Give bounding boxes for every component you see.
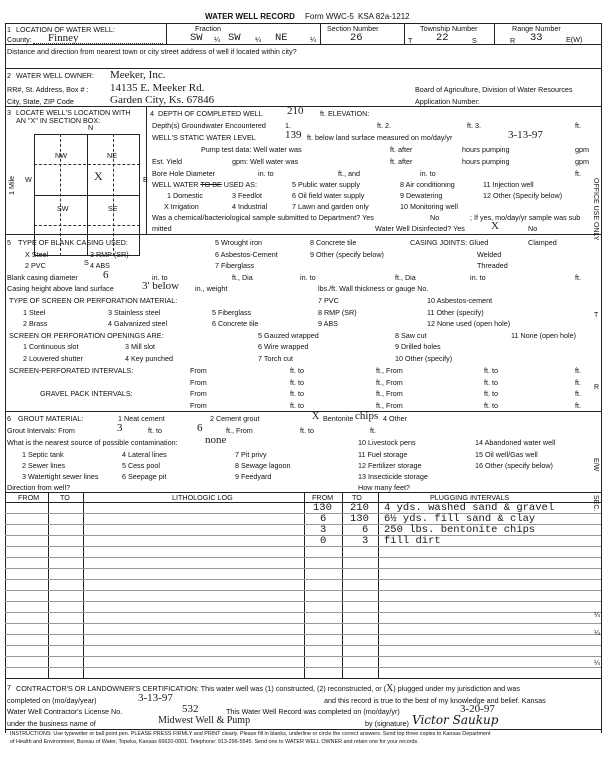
contamination-value: none <box>205 434 227 446</box>
plug-row-4-desc: fill dirt <box>384 535 441 547</box>
log-row-line <box>5 568 601 569</box>
signature: Victor Saukup <box>412 713 499 727</box>
depth-value: 210 <box>287 105 304 117</box>
completion-date: 3-13-97 <box>138 692 173 704</box>
record-date: 3-20-97 <box>460 703 495 715</box>
county-value: Finney <box>48 32 79 44</box>
section-2-number: 2 <box>7 71 11 80</box>
use-irrigation-checked: X Irrigation <box>164 202 199 211</box>
section-box-title-2: AN "X" IN SECTION BOX: <box>16 116 101 125</box>
bore-hole-label: Bore Hole Diameter <box>152 169 216 178</box>
log-row-line <box>5 557 601 558</box>
log-row-line <box>5 590 601 591</box>
business-name: Midwest Well & Pump <box>158 715 251 726</box>
grout-to-value: 6 <box>197 422 203 434</box>
township-label: Township Number <box>420 24 478 33</box>
use-label: WELL WATER TO BE USED AS: <box>152 180 257 189</box>
instructions-line-2: of Health and Environment, Bureau of Water, Topeka, Kansas 66620-0001. Telephone: 913-296-5545. Send one to WATER WELL OWNER and retain one for your records. <box>10 739 419 745</box>
county-label: County: <box>7 35 32 44</box>
owner-city: Garden City, Ks. 67846 <box>110 94 215 106</box>
sample-question: Was a chemical/bacteriological sample submitted to Department? Yes <box>152 213 374 222</box>
ksa-number: KSA 82a-1212 <box>358 12 410 21</box>
fraction-2: SW <box>228 32 241 44</box>
distance-label: Distance and direction from nearest town or city street address of well if located within city? <box>7 47 297 56</box>
log-row-line <box>5 656 601 657</box>
log-row-line <box>5 623 601 624</box>
plug-row-4-to: 3 <box>362 535 369 547</box>
grout-bentonite-chips: chips <box>355 410 379 422</box>
disinfected-yes-mark: X <box>491 220 499 232</box>
township-value: 22 <box>436 32 449 44</box>
grout-bentonite-mark: X <box>312 411 320 422</box>
screen-title: TYPE OF SCREEN OR PERFORATION MATERIAL: <box>9 296 178 305</box>
range-value: 33 <box>530 32 543 44</box>
plug-row-3-from: 3 <box>320 524 327 536</box>
static-level-value: 139 <box>285 129 302 141</box>
form-number: Form WWC-5 <box>305 12 354 21</box>
grout-intervals-label: Grout Intervals: From <box>7 426 75 435</box>
fraction-3: NE <box>275 32 288 44</box>
gravel-pack-label: GRAVEL PACK INTERVALS: <box>40 389 133 398</box>
log-row-line <box>5 601 601 602</box>
pump-test-label: Pump test data: Well water was <box>201 145 302 154</box>
grout-label: GROUT MATERIAL: <box>18 414 84 423</box>
groundwater-label: Depth(s) Groundwater Encountered <box>152 121 266 130</box>
plug-row-2-from: 6 <box>320 513 327 525</box>
static-level-label: WELL'S STATIC WATER LEVEL <box>152 133 256 142</box>
log-row-line <box>5 546 601 547</box>
log-row-line <box>5 612 601 613</box>
log-row-line <box>5 634 601 635</box>
location-title: LOCATION OF WATER WELL: <box>16 25 115 34</box>
mile-label: 1 Mile <box>7 175 16 195</box>
casing-diameter-label: Blank casing diameter <box>7 273 78 282</box>
lithologic-log-header: LITHOLOGIC LOG <box>172 493 233 502</box>
casing-height-value: 3' below <box>142 280 180 292</box>
casing-diameter-value: 6 <box>103 269 109 281</box>
log-row-line <box>5 579 601 580</box>
casing-height-label: Casing height above land surface <box>7 284 114 293</box>
plug-row-4-from: 0 <box>320 535 327 547</box>
range-label: Range Number <box>512 24 561 33</box>
section-4-number: 4 <box>150 109 154 118</box>
office-use-only: OFFICE USE ONLY <box>592 178 599 241</box>
section-5-number: 5 <box>7 238 11 247</box>
license-number: 532 <box>182 703 199 715</box>
openings-title: SCREEN OR PERFORATION OPENINGS ARE: <box>9 331 164 340</box>
board-label: Board of Agriculture, Division of Water Resources <box>415 85 573 94</box>
plug-row-3-desc: 250 lbs. bentonite chips <box>384 524 536 536</box>
plug-row-1-desc: 4 yds. washed sand & gravel <box>384 502 555 514</box>
well-location-mark: X <box>94 169 103 183</box>
section-7-number: 7 <box>7 683 11 692</box>
instructions-line-1: INSTRUCTIONS: Use typewriter or ball point pen. PLEASE PRESS FIRMLY and PRINT clearly. Please fill in blanks, underline or circle the correct answers. Send top three copies to Kansas Department <box>10 731 491 737</box>
plugging-intervals-header: PLUGGING INTERVALS <box>430 493 510 502</box>
log-row-line <box>5 667 601 668</box>
perforated-intervals-label: SCREEN-PERFORATED INTERVALS: <box>9 366 134 375</box>
plug-row-1-to: 210 <box>350 502 369 514</box>
section-number-label: Section Number <box>327 24 379 33</box>
contamination-label: What is the nearest source of possible contamination: <box>7 438 178 447</box>
how-many-feet-label: How many feet? <box>358 483 410 492</box>
log-row-line <box>5 645 601 646</box>
range-direction: E(W) <box>566 35 583 44</box>
address-label: RR#, St. Address, Box # : <box>7 85 89 94</box>
plug-row-2-to: 130 <box>350 513 369 525</box>
owner-address: 14135 E. Meeker Rd. <box>110 82 205 94</box>
depth-label: DEPTH OF COMPLETED WELL <box>158 109 263 118</box>
form-title: WATER WELL RECORD <box>205 12 295 21</box>
grout-from-value: 3 <box>117 422 123 434</box>
disinfected-label: Water Well Disinfected? Yes <box>375 224 465 233</box>
owner-name: Meeker, Inc. <box>110 69 166 81</box>
fraction-label: Fraction <box>195 24 221 33</box>
section-1-number: 1 <box>7 25 11 34</box>
plug-row-1-from: 130 <box>313 502 332 514</box>
city-label: City, State, ZIP Code <box>7 97 74 106</box>
static-level-date: 3-13-97 <box>508 129 543 141</box>
certification-line-1: CONTRACTOR'S OR LANDOWNER'S CERTIFICATION: This water well was (1) constructed, (2) reconstructed, or (X) plugged under my jurisdiction and was <box>16 683 520 694</box>
section-3-number: 3 <box>7 108 11 117</box>
casing-joints-label: CASING JOINTS: Glued <box>410 238 489 247</box>
owner-label: WATER WELL OWNER: <box>16 71 94 80</box>
plug-row-3-to: 6 <box>362 524 369 536</box>
application-number-label: Application Number: <box>415 97 480 106</box>
casing-title: TYPE OF BLANK CASING USED: <box>18 238 128 247</box>
section-6-number: 6 <box>7 414 11 423</box>
fraction-1: SW <box>190 32 203 44</box>
plug-row-2-desc: 6½ yds. fill sand & clay <box>384 513 536 525</box>
section-box-title-1: LOCATE WELL'S LOCATION WITH <box>16 108 131 117</box>
est-yield-label: Est. Yield <box>152 157 182 166</box>
direction-label: Direction from well? <box>7 483 71 492</box>
section-number-value: 26 <box>350 32 363 44</box>
